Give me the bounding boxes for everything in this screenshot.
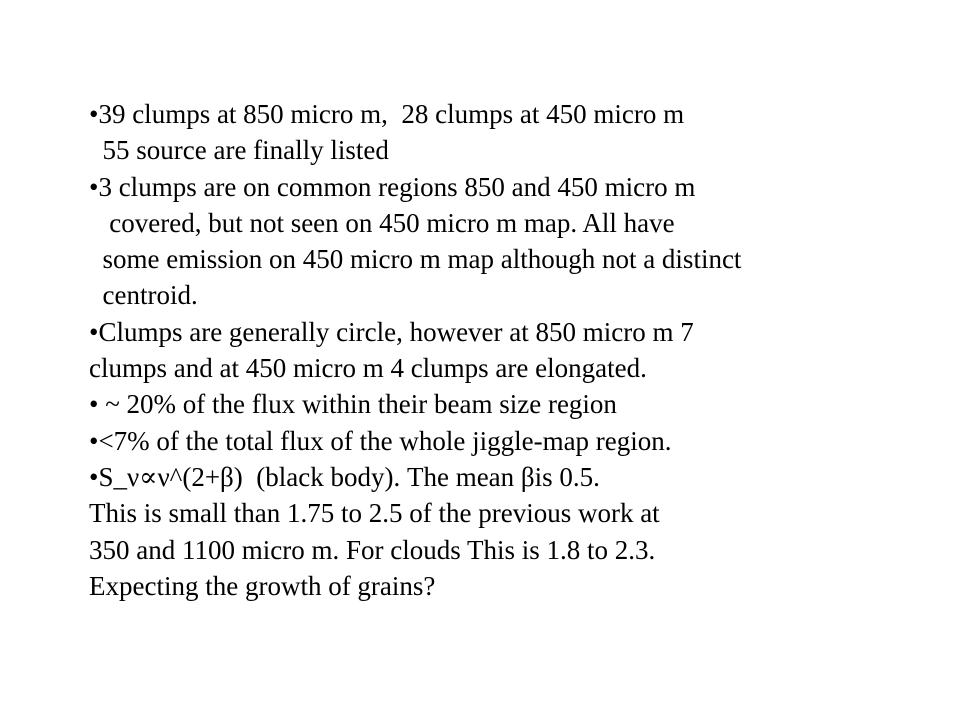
bullet-common-regions-continued-2: some emission on 450 micro m map although not a distinct — [89, 244, 742, 275]
spectral-index-comparison-1: This is small than 1.75 to 2.5 of the previous work at — [89, 498, 660, 529]
bullet-common-regions: •3 clumps are on common regions 850 and 450 micro m — [89, 171, 696, 202]
bullet-clump-counts-continued: 55 source are finally listed — [89, 135, 389, 166]
bullet-clump-shape-continued: clumps and at 450 micro m 4 clumps are elongated. — [89, 353, 647, 384]
bullet-clump-shape: •Clumps are generally circle, however at 850 micro m 7 — [89, 316, 694, 347]
bullet-beam-flux: • ~ 20% of the flux within their beam size region — [89, 389, 617, 420]
bullet-total-flux: •<7% of the total flux of the whole jiggle-map region. — [89, 425, 672, 456]
grain-growth-question: Expecting the growth of grains? — [89, 570, 436, 601]
bullet-clump-counts: •39 clumps at 850 micro m, 28 clumps at 450 micro m — [89, 99, 685, 129]
slide-body-text — [89, 96, 949, 604]
bullet-common-regions-continued-3: centroid. — [89, 280, 198, 311]
spectral-index-comparison-2: 350 and 1100 micro m. For clouds This is 1.8 to 2.3. — [89, 534, 656, 565]
bullet-common-regions-continued-1: covered, but not seen on 450 micro m map. All have — [89, 207, 675, 238]
bullet-spectral-index: •S_ν∝ν^(2+β) (black body). The mean βis 0.5. — [89, 461, 600, 492]
